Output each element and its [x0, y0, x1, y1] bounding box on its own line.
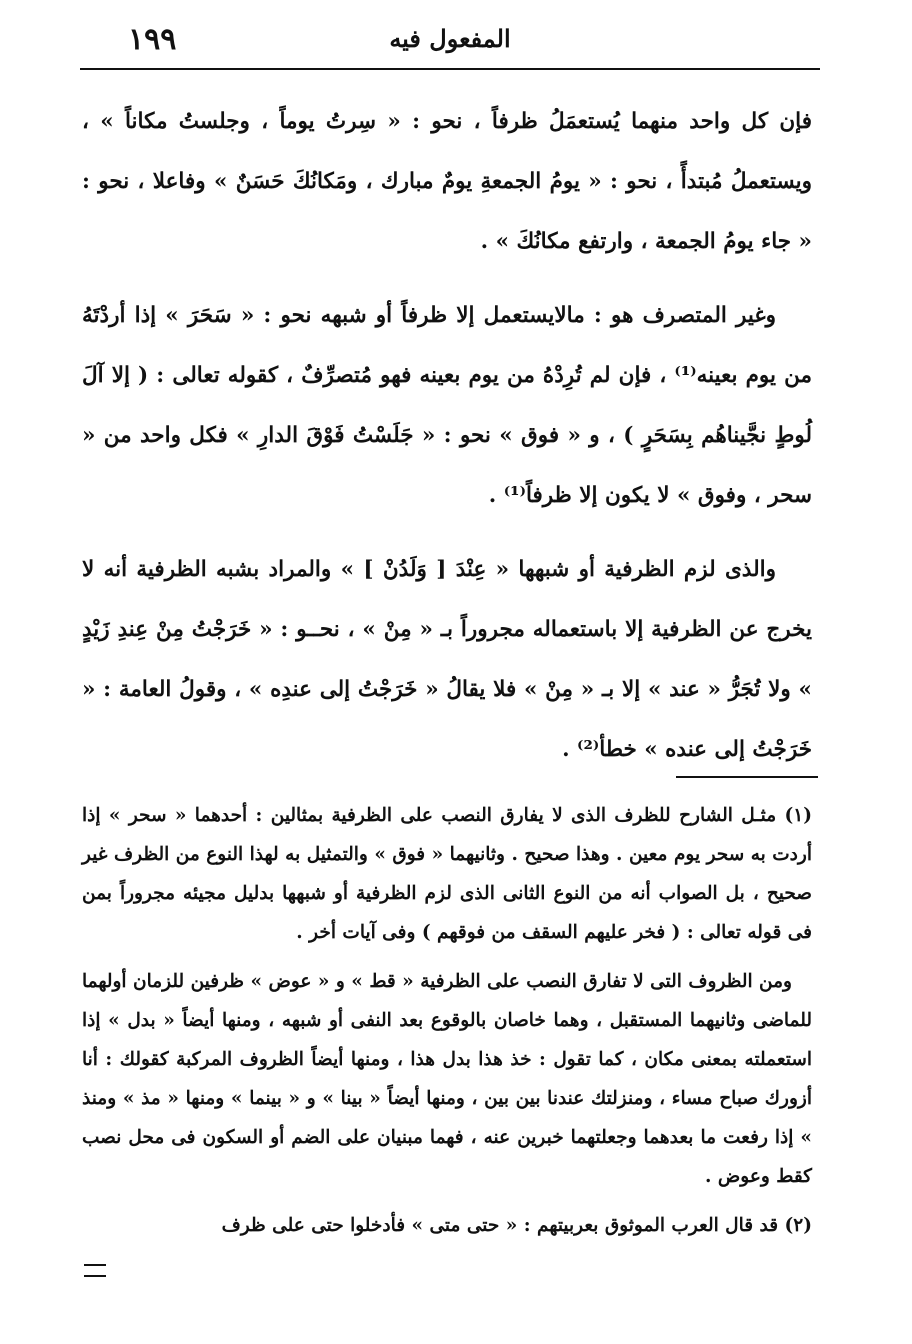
chapter-title: المفعول فيه — [389, 24, 511, 53]
main-paragraph: وغير المتصرف هو : مالايستعمل إلا ظرفاً أو شبهه نحو : « سَحَرَ » إذا أردْتَهُ من يوم بعينه⁽¹⁾ ، فإن لم تُرِدْهُ من يوم بعينه فهو مُتصرِّفٌ ، كقوله تعالى : ( إلا آلَ لُوطٍ نجَّيناهُم بِسَحَرٍ ) ، و « فوق » نحو : « جَلَسْتُ فَوْقَ الدارِ » فكل واحد من « سحر ، وفوق » لا يكون إلا ظرفاً⁽¹⁾ . — [82, 303, 812, 508]
header-rule — [80, 68, 820, 70]
footnotes — [82, 796, 812, 1255]
page-header — [80, 18, 820, 62]
footnote-paragraph: ومن الظروف التى لا تفارق النصب على الظرفية « قط » و « عوض » ظرفين للزمان أولهما للماضى وثانيهما المستقبل ، وهما خاصان بالوقوع بعد النفى أو شبهه ، ومنها أيضاً « بدل » إذا استعملته بمعنى مكان ، كما تقول : خذ هذا بدل هذا ، ومنها أيضاً الظروف المركبة كقولك : أنا أزورك صباح مساء ، ومنزلتك عندنا بين بين ، ومنها أيضاً « بينا » و « بينما » ومنها « مذ » ومنذ » إذا رفعت ما بعدهما وجعلتهما خبرين عنه ، فهما مبنيان على الضم أو السكون فى محل نصب كقط وعوض . — [82, 971, 812, 1187]
main-paragraph: فإن كل واحد منهما يُستعمَلُ ظرفاً ، نحو : « سِرتُ يوماً ، وجلستُ مكاناً » ، ويستعملُ مُبتدأً ، نحو : « يومُ الجمعةِ يومٌ مبارك ، ومَكانُكَ حَسَنٌ » وفاعلا ، نحو : « جاء يومُ الجمعة ، وارتفع مكانُكَ » . — [82, 109, 812, 254]
footnote-rule — [676, 776, 818, 778]
footnote-paragraph: (٢) قد قال العرب الموثوق بعربيتهم : « حتى متى » فأدخلوا حتى على ظرف — [221, 1215, 812, 1236]
footnote-paragraph: (١) مثـل الشارح للظرف الذى لا يفارق النصب على الظرفية بمثالين : أحدهما « سحر » إذا أردت به سحر يوم معين . وهذا صحيح . وثانيهما « فوق » والتمثيل به لهذا النوع من الظرف غير صحيح ، بل الصواب أنه من النوع الثانى الذى لزم الظرفية أو شبهها بدليل مجيئه مجروراً بمن فى قوله تعالى : ( فخر عليهم السقف من فوقهم ) وفى آيات أخر . — [82, 805, 812, 943]
main-text — [82, 92, 812, 794]
main-paragraph: والذى لزم الظرفية أو شبهها « عِنْدَ [ وَلَدُنْ ] » والمراد بشبه الظرفية أنه لا يخرج عن الظرفية إلا باستعماله مجروراً بـ « مِنْ » ، نحــو : « خَرَجْتُ مِنْ عِندِ زَيْدٍ » ولا تُجَرُّ « عند » إلا بـ « مِنْ » فلا يقالُ « خَرَجْتُ إلى عندِه » ، وقولُ العامة : « خَرَجْتُ إلى عنده » خطأ⁽²⁾ . — [82, 557, 812, 762]
page-number: ١٩٩ — [128, 22, 177, 57]
continuation-mark — [84, 1264, 106, 1277]
